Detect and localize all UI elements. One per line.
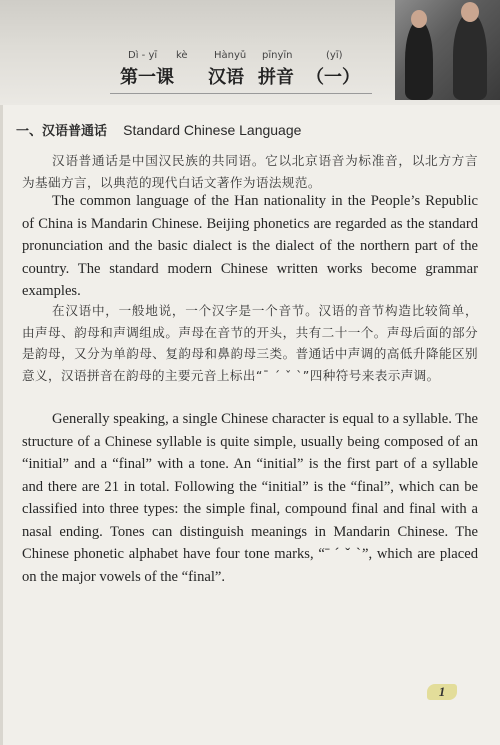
header-band [0, 0, 500, 105]
lesson-title [0, 63, 500, 89]
paragraph-en-1: The common language of the Han nationality in the People’s Republic of China is Mandarin Chinese. Beijing phonetics are regarded as the standard pronunciation and the basic dialect is the dialect of the northern part of the country. The standard modern Chinese written works become grammar examples. [22, 193, 478, 299]
section-heading-en: Standard Chinese Language [123, 122, 302, 138]
title-underline [110, 93, 372, 94]
title-one: （一） [306, 67, 360, 88]
pinyin-yi: (yī) [326, 50, 343, 61]
title-hanyu: 汉语 [208, 67, 244, 88]
title-pinyin: 拼音 [258, 67, 294, 88]
pinyin-di-yi: Dì - yī [128, 50, 158, 61]
pinyin-ke: kè [176, 50, 188, 61]
paragraph-zh-1: 汉语普通话是中国汉民族的共同语。它以北京语音为标准音，以北方方言为基础方言，以典范的现代白话文著作为语法规范。 [22, 153, 478, 190]
paragraph-en-2: Generally speaking, a single Chinese character is equal to a syllable. The structure of a Chinese syllable is quite simple, usually being composed of an “initial” and a “final” with a tone. An “initial” is the first part of a syllable and there are 21 in total. Following the “initial” is the “final”, which can be classified into three types: the simple final, compound final and final with a nasal ending. Tones can distinguish meanings in Mandarin Chinese. The Chinese phonetic alphabet have four tone marks, “ˉ ˊ ˇ ˋ”, which are placed on the major vowels of the “final”. [22, 411, 478, 585]
pinyin-hanyu: Hànyǔ [214, 50, 247, 61]
person-head [461, 2, 479, 22]
section-heading-zh: 一、汉语普通话 [16, 124, 108, 139]
person-head [411, 10, 427, 28]
section-heading [16, 120, 301, 139]
paragraph-zh-2: 在汉语中，一般地说，一个汉字是一个音节。汉语的音节构造比较简单，由声母、韵母和声调组成。声母在音节的开头，共有二十一个。声母后面的部分是韵母，又分为单韵母、复韵母和鼻韵母三类。普通话中声调的高低升降能区别意义，汉语拼音在韵母的主要元音上标出“ˉ ˊ ˇ ˋ”四种符号来表示声调。 [22, 303, 478, 383]
pinyin-pinyin: pīnyīn [262, 50, 293, 61]
page-number: 1 [427, 684, 457, 700]
title-pinyin [0, 50, 500, 64]
title-lesson-one: 第一课 [120, 67, 174, 88]
page-edge-shadow [0, 105, 3, 745]
